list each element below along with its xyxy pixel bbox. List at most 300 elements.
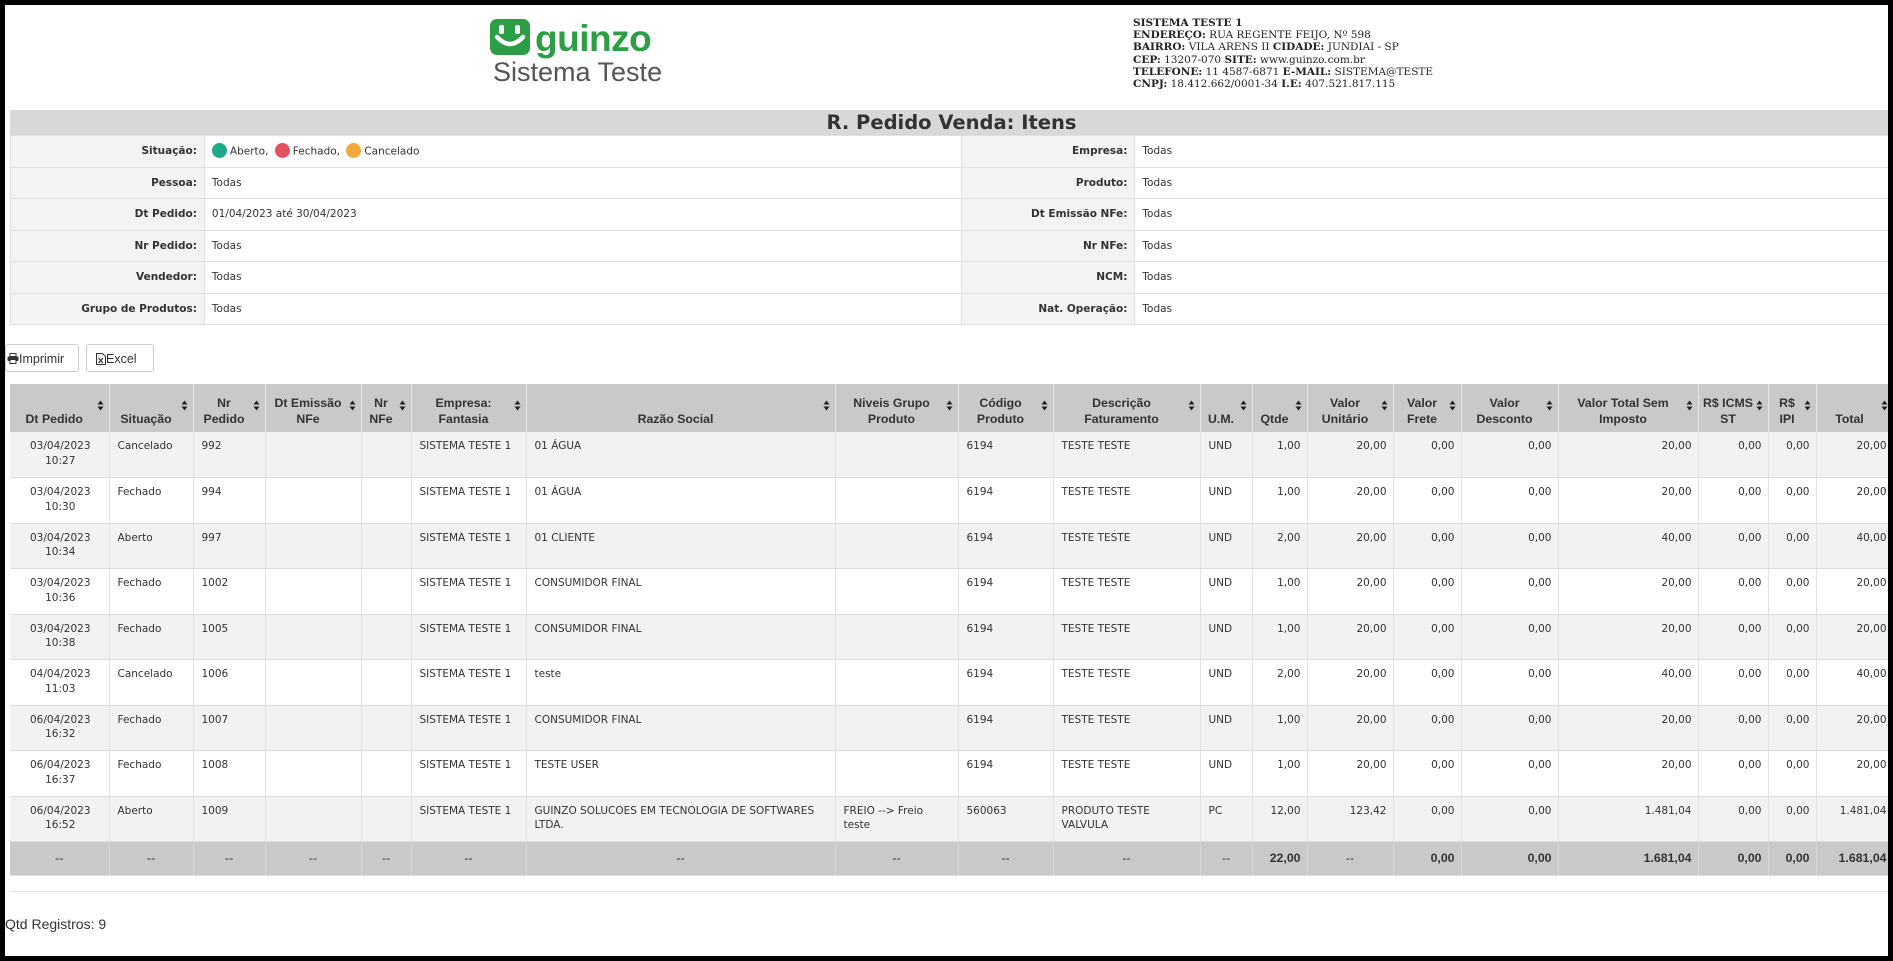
cell-icms-st: 0,00	[1698, 432, 1768, 478]
record-count: Qtd Registros: 9	[5, 916, 107, 932]
cell-nr-nfe	[361, 523, 411, 569]
cell-situacao: Fechado	[109, 751, 193, 797]
sort-icon[interactable]	[1295, 399, 1302, 412]
column-header-label: NFe	[296, 412, 320, 426]
status-aberto-label: Aberto,	[229, 145, 269, 158]
sort-icon[interactable]	[823, 399, 830, 412]
column-header-label: Código	[979, 396, 1022, 410]
status-dot-cancelado	[346, 143, 361, 158]
column-header-label: Produto	[867, 412, 916, 426]
cell-empresa-fantasia: SISTEMA TESTE 1	[411, 705, 526, 751]
cell-ipi: 0,00	[1768, 796, 1816, 842]
cell-codigo-produto: 6194	[958, 660, 1053, 706]
column-header-label: Valor	[1489, 396, 1520, 410]
cell-codigo-produto: 6194	[958, 569, 1053, 615]
column-header-label: IPI	[1779, 412, 1795, 426]
cell-nr-nfe	[361, 478, 411, 524]
cell-qtde: 2,00	[1252, 523, 1307, 569]
cell-codigo-produto: 560063	[958, 796, 1053, 842]
column-header-label: Pedido	[203, 412, 245, 426]
cell-valor-total-sem-imposto: 20,00	[1558, 751, 1698, 797]
column-header-label: Nr	[217, 396, 231, 410]
sort-icon[interactable]	[349, 399, 356, 412]
cell-valor-total-sem-imposto: 20,00	[1558, 432, 1698, 478]
sort-icon[interactable]	[253, 399, 260, 412]
column-header-label: Razão Social	[637, 412, 714, 426]
cell-total: 40,00	[1816, 523, 1893, 569]
logo-brand: guinzo	[535, 18, 652, 59]
cell-um: UND	[1200, 569, 1252, 615]
cell-codigo-produto: 6194	[958, 523, 1053, 569]
filter-nr-nfe-label: Nr NFe:	[961, 230, 1135, 262]
total-codigo-produto: --	[958, 842, 1053, 876]
cell-codigo-produto: 6194	[958, 432, 1053, 478]
cell-valor-unitario: 20,00	[1307, 432, 1393, 478]
cell-valor-total-sem-imposto: 40,00	[1558, 660, 1698, 706]
filter-vendedor-label: Vendedor:	[11, 262, 205, 294]
cell-icms-st: 0,00	[1698, 751, 1768, 797]
column-header-valor-frete[interactable]	[1393, 384, 1461, 432]
cell-valor-total-sem-imposto: 1.481,04	[1558, 796, 1698, 842]
filters-table	[10, 135, 1893, 325]
cell-niveis-grupo-produto	[835, 569, 958, 615]
cell-valor-total-sem-imposto: 20,00	[1558, 705, 1698, 751]
cell-nr-pedido: 1006	[193, 660, 265, 706]
cell-valor-frete: 0,00	[1393, 569, 1461, 615]
column-header-label: R$ ICMS	[1703, 396, 1753, 410]
cell-valor-frete: 0,00	[1393, 660, 1461, 706]
cell-ipi: 0,00	[1768, 660, 1816, 706]
filter-situacao-label: Situação:	[11, 136, 205, 168]
column-header-nr-nfe[interactable]	[361, 384, 411, 432]
cell-empresa-fantasia: SISTEMA TESTE 1	[411, 751, 526, 797]
cell-qtde: 12,00	[1252, 796, 1307, 842]
cell-nr-pedido: 1008	[193, 751, 265, 797]
column-header-label: Situação	[120, 412, 172, 426]
status-dot-fechado	[275, 143, 290, 158]
cell-um: UND	[1200, 478, 1252, 524]
cell-total: 20,00	[1816, 705, 1893, 751]
cell-ipi: 0,00	[1768, 751, 1816, 797]
smile-logo-icon	[489, 18, 531, 56]
column-header-label: R$	[1779, 396, 1795, 410]
cell-valor-desconto: 0,00	[1461, 614, 1558, 660]
column-header-total[interactable]	[1816, 384, 1893, 432]
cell-dt-emissao-nfe	[265, 523, 361, 569]
cell-um: PC	[1200, 796, 1252, 842]
table-row	[10, 614, 1893, 660]
filter-nr-nfe-value: Todas	[1135, 230, 1893, 262]
filter-vendedor-value: Todas	[204, 262, 961, 294]
cell-dt-pedido: 03/04/2023 10:34	[10, 523, 109, 569]
company-bairro: VILA ARENS II	[1188, 41, 1270, 54]
cell-icms-st: 0,00	[1698, 660, 1768, 706]
sort-icon[interactable]	[1240, 399, 1247, 412]
cell-nr-nfe	[361, 569, 411, 615]
filter-pessoa-label: Pessoa:	[11, 167, 205, 199]
cell-ipi: 0,00	[1768, 705, 1816, 751]
cell-icms-st: 0,00	[1698, 569, 1768, 615]
cell-valor-frete: 0,00	[1393, 796, 1461, 842]
column-header-label: Total	[1835, 412, 1864, 426]
cell-niveis-grupo-produto	[835, 751, 958, 797]
table-row	[10, 796, 1893, 842]
cell-nr-pedido: 997	[193, 523, 265, 569]
cell-razao-social: teste	[526, 660, 835, 706]
excel-button-label: Excel	[106, 352, 137, 366]
cell-valor-unitario: 20,00	[1307, 614, 1393, 660]
table-header-row	[10, 384, 1893, 432]
table-row	[10, 569, 1893, 615]
company-address: RUA REGENTE FEIJO, Nº 598	[1209, 29, 1371, 42]
cell-razao-social: GUINZO SOLUCOES EM TECNOLOGIA DE SOFTWARES LTDA.	[526, 796, 835, 842]
column-header-label: Produto	[976, 412, 1025, 426]
site-label: SITE:	[1224, 53, 1257, 66]
cell-niveis-grupo-produto	[835, 523, 958, 569]
table-body	[10, 432, 1893, 842]
column-header-codigo-produto[interactable]	[958, 384, 1053, 432]
cell-um: UND	[1200, 751, 1252, 797]
sort-icon[interactable]	[1546, 399, 1553, 412]
filter-situacao-value	[204, 136, 961, 168]
cell-valor-desconto: 0,00	[1461, 523, 1558, 569]
cell-situacao: Fechado	[109, 614, 193, 660]
cell-nr-pedido: 1002	[193, 569, 265, 615]
cell-niveis-grupo-produto: FREIO --> Freio teste	[835, 796, 958, 842]
column-header-ipi[interactable]	[1768, 384, 1816, 432]
cell-valor-desconto: 0,00	[1461, 705, 1558, 751]
divider	[10, 891, 1893, 892]
column-header-icms-st[interactable]	[1698, 384, 1768, 432]
cell-total: 20,00	[1816, 478, 1893, 524]
filter-pessoa-value: Todas	[204, 167, 961, 199]
excel-button[interactable]	[86, 344, 154, 372]
column-header-label: Niveis Grupo	[853, 396, 930, 410]
column-header-um[interactable]	[1200, 384, 1252, 432]
cell-valor-total-sem-imposto: 20,00	[1558, 569, 1698, 615]
cell-dt-emissao-nfe	[265, 614, 361, 660]
column-header-valor-total-sem-imposto[interactable]	[1558, 384, 1698, 432]
cell-razao-social: CONSUMIDOR FINAL	[526, 614, 835, 660]
cell-dt-pedido: 03/04/2023 10:30	[10, 478, 109, 524]
email-label: E-MAIL:	[1282, 65, 1332, 78]
column-header-label: Valor	[1329, 396, 1361, 410]
telefone-label: TELEFONE:	[1133, 65, 1203, 78]
total-nr-pedido: --	[193, 842, 265, 876]
cell-nr-nfe	[361, 614, 411, 660]
filter-dt-pedido-label: Dt Pedido:	[11, 199, 205, 231]
column-header-dt-pedido[interactable]	[10, 384, 109, 432]
cell-nr-pedido: 1007	[193, 705, 265, 751]
cell-situacao: Cancelado	[109, 660, 193, 706]
cell-total: 20,00	[1816, 569, 1893, 615]
status-fechado-label: Fechado,	[292, 145, 340, 158]
cell-empresa-fantasia: SISTEMA TESTE 1	[411, 523, 526, 569]
filter-nat-op-label: Nat. Operação:	[961, 293, 1135, 325]
cell-descricao-faturamento: TESTE TESTE	[1053, 569, 1200, 615]
cep-label: CEP:	[1133, 53, 1161, 66]
total-situacao: --	[109, 842, 193, 876]
sort-icon[interactable]	[97, 399, 104, 412]
company-email: SISTEMA@TESTE	[1334, 65, 1434, 78]
cell-valor-desconto: 0,00	[1461, 569, 1558, 615]
totals-row	[10, 842, 1893, 876]
column-header-label: Faturamento	[1084, 412, 1159, 426]
cell-ipi: 0,00	[1768, 432, 1816, 478]
cell-dt-pedido: 03/04/2023 10:38	[10, 614, 109, 660]
filter-empresa-label: Empresa:	[961, 136, 1135, 168]
cell-dt-pedido: 06/04/2023 16:37	[10, 751, 109, 797]
column-header-label: Desconto	[1476, 412, 1533, 426]
column-header-label: Valor	[1406, 396, 1438, 410]
cell-valor-unitario: 20,00	[1307, 660, 1393, 706]
total-valor-unitario: --	[1307, 842, 1393, 876]
table-row	[10, 432, 1893, 478]
printer-icon	[7, 353, 19, 364]
column-header-label: Frete	[1406, 412, 1438, 426]
cell-descricao-faturamento: TESTE TESTE	[1053, 614, 1200, 660]
cell-razao-social: CONSUMIDOR FINAL	[526, 569, 835, 615]
cell-descricao-faturamento: PRODUTO TESTE VALVULA	[1053, 796, 1200, 842]
total-dt-pedido: --	[10, 842, 109, 876]
cell-dt-pedido: 03/04/2023 10:36	[10, 569, 109, 615]
cell-um: UND	[1200, 523, 1252, 569]
company-cep: 13207-070	[1164, 53, 1222, 66]
cell-dt-emissao-nfe	[265, 432, 361, 478]
column-header-label: Imposto	[1599, 412, 1647, 426]
report-title: R. Pedido Venda: Itens	[10, 110, 1893, 135]
cell-nr-nfe	[361, 796, 411, 842]
sort-icon[interactable]	[514, 399, 521, 412]
sort-icon[interactable]	[1686, 399, 1693, 412]
cell-valor-frete: 0,00	[1393, 614, 1461, 660]
cell-ipi: 0,00	[1768, 569, 1816, 615]
sort-icon[interactable]	[181, 399, 188, 412]
cell-total: 20,00	[1816, 614, 1893, 660]
cell-dt-emissao-nfe	[265, 569, 361, 615]
cell-descricao-faturamento: TESTE TESTE	[1053, 660, 1200, 706]
total-descricao-faturamento: --	[1053, 842, 1200, 876]
cell-valor-desconto: 0,00	[1461, 432, 1558, 478]
column-header-situacao[interactable]	[109, 384, 193, 432]
total-valor-frete: 0,00	[1393, 842, 1461, 876]
cell-empresa-fantasia: SISTEMA TESTE 1	[411, 660, 526, 706]
cell-razao-social: 01 ÁGUA	[526, 432, 835, 478]
file-excel-icon	[96, 353, 106, 365]
column-header-label: U.M.	[1208, 412, 1234, 426]
cell-qtde: 1,00	[1252, 432, 1307, 478]
column-header-valor-desconto[interactable]	[1461, 384, 1558, 432]
total-um: --	[1200, 842, 1252, 876]
company-info	[1133, 17, 1433, 90]
cell-valor-frete: 0,00	[1393, 523, 1461, 569]
cell-nr-pedido: 994	[193, 478, 265, 524]
cell-valor-total-sem-imposto: 20,00	[1558, 614, 1698, 660]
cell-ipi: 0,00	[1768, 614, 1816, 660]
cell-empresa-fantasia: SISTEMA TESTE 1	[411, 569, 526, 615]
column-header-label: Fantasia	[438, 412, 489, 426]
filter-dt-emissao-value: Todas	[1135, 199, 1893, 231]
cell-dt-emissao-nfe	[265, 660, 361, 706]
cell-dt-emissao-nfe	[265, 751, 361, 797]
cell-niveis-grupo-produto	[835, 705, 958, 751]
cell-descricao-faturamento: TESTE TESTE	[1053, 523, 1200, 569]
column-header-label: Valor Total Sem	[1577, 396, 1669, 410]
column-header-dt-emissao-nfe[interactable]	[265, 384, 361, 432]
total-empresa-fantasia: --	[411, 842, 526, 876]
total-total: 1.681,04	[1816, 842, 1893, 876]
cell-codigo-produto: 6194	[958, 751, 1053, 797]
cell-qtde: 1,00	[1252, 478, 1307, 524]
cell-empresa-fantasia: SISTEMA TESTE 1	[411, 796, 526, 842]
cell-situacao: Fechado	[109, 705, 193, 751]
orders-table	[10, 384, 1893, 876]
filter-ncm-value: Todas	[1135, 262, 1893, 294]
cell-valor-frete: 0,00	[1393, 705, 1461, 751]
cell-niveis-grupo-produto	[835, 614, 958, 660]
cell-situacao: Fechado	[109, 569, 193, 615]
table-row	[10, 751, 1893, 797]
cell-valor-unitario: 20,00	[1307, 478, 1393, 524]
column-header-descricao-faturamento[interactable]	[1053, 384, 1200, 432]
cell-dt-pedido: 04/04/2023 11:03	[10, 660, 109, 706]
cell-valor-total-sem-imposto: 20,00	[1558, 478, 1698, 524]
cell-total: 1.481,04	[1816, 796, 1893, 842]
total-ipi: 0,00	[1768, 842, 1816, 876]
cell-valor-unitario: 123,42	[1307, 796, 1393, 842]
cell-qtde: 1,00	[1252, 705, 1307, 751]
column-header-nr-pedido[interactable]	[193, 384, 265, 432]
cell-descricao-faturamento: TESTE TESTE	[1053, 478, 1200, 524]
total-dt-emissao-nfe: --	[265, 842, 361, 876]
cell-um: UND	[1200, 432, 1252, 478]
bairro-label: BAIRRO:	[1133, 41, 1186, 54]
cell-situacao: Fechado	[109, 478, 193, 524]
cidade-label: CIDADE:	[1272, 41, 1325, 54]
cell-descricao-faturamento: TESTE TESTE	[1053, 705, 1200, 751]
cell-dt-emissao-nfe	[265, 478, 361, 524]
cell-total: 20,00	[1816, 432, 1893, 478]
sort-icon[interactable]	[399, 399, 406, 412]
total-niveis-grupo-produto: --	[835, 842, 958, 876]
sort-icon[interactable]	[1381, 399, 1388, 412]
column-header-label: NFe	[369, 412, 393, 426]
company-ie: 407.521.817.115	[1305, 78, 1396, 91]
filter-dt-emissao-label: Dt Emissão NFe:	[961, 199, 1135, 231]
sort-icon[interactable]	[1804, 399, 1811, 412]
cell-valor-desconto: 0,00	[1461, 796, 1558, 842]
filter-grupo-label: Grupo de Produtos:	[11, 293, 205, 325]
column-header-empresa-fantasia[interactable]	[411, 384, 526, 432]
cell-codigo-produto: 6194	[958, 705, 1053, 751]
filter-dt-pedido-value: 01/04/2023 até 30/04/2023	[204, 199, 961, 231]
total-valor-desconto: 0,00	[1461, 842, 1558, 876]
filter-nr-pedido-label: Nr Pedido:	[11, 230, 205, 262]
cell-razao-social: TESTE USER	[526, 751, 835, 797]
cell-qtde: 1,00	[1252, 751, 1307, 797]
cell-situacao: Aberto	[109, 796, 193, 842]
cell-ipi: 0,00	[1768, 478, 1816, 524]
cell-um: UND	[1200, 660, 1252, 706]
total-qtde: 22,00	[1252, 842, 1307, 876]
filter-produto-label: Produto:	[961, 167, 1135, 199]
cell-icms-st: 0,00	[1698, 705, 1768, 751]
logo-subtitle: Sistema Teste	[493, 57, 663, 87]
sort-icon[interactable]	[1449, 399, 1456, 412]
cell-razao-social: CONSUMIDOR FINAL	[526, 705, 835, 751]
cell-empresa-fantasia: SISTEMA TESTE 1	[411, 614, 526, 660]
cell-icms-st: 0,00	[1698, 614, 1768, 660]
column-header-qtde[interactable]	[1252, 384, 1307, 432]
cell-icms-st: 0,00	[1698, 796, 1768, 842]
status-dot-aberto	[212, 143, 227, 158]
cell-empresa-fantasia: SISTEMA TESTE 1	[411, 432, 526, 478]
cell-valor-frete: 0,00	[1393, 432, 1461, 478]
cell-qtde: 2,00	[1252, 660, 1307, 706]
cell-empresa-fantasia: SISTEMA TESTE 1	[411, 478, 526, 524]
cell-valor-desconto: 0,00	[1461, 751, 1558, 797]
cell-qtde: 1,00	[1252, 614, 1307, 660]
column-header-valor-unitario[interactable]	[1307, 384, 1393, 432]
filter-empresa-value: Todas	[1135, 136, 1893, 168]
print-button[interactable]	[5, 344, 79, 372]
cell-razao-social: 01 CLIENTE	[526, 523, 835, 569]
cell-niveis-grupo-produto	[835, 660, 958, 706]
cell-descricao-faturamento: TESTE TESTE	[1053, 432, 1200, 478]
sort-icon[interactable]	[1041, 399, 1048, 412]
sort-icon[interactable]	[1756, 399, 1763, 412]
filter-nr-pedido-value: Todas	[204, 230, 961, 262]
column-header-niveis-grupo-produto[interactable]	[835, 384, 958, 432]
column-header-label: Nr	[374, 396, 388, 410]
filter-produto-value: Todas	[1135, 167, 1893, 199]
sort-icon[interactable]	[1188, 399, 1195, 412]
column-header-label: Descrição	[1092, 396, 1151, 410]
cell-niveis-grupo-produto	[835, 432, 958, 478]
column-header-label: Dt Pedido	[25, 412, 83, 426]
endereco-label: ENDEREÇO:	[1133, 29, 1206, 42]
cell-nr-pedido: 1005	[193, 614, 265, 660]
filter-grupo-value: Todas	[204, 293, 961, 325]
cell-codigo-produto: 6194	[958, 614, 1053, 660]
total-razao-social: --	[526, 842, 835, 876]
company-name: SISTEMA TESTE 1	[1133, 17, 1243, 29]
column-header-label: Qtde	[1260, 412, 1289, 426]
company-cidade: JUNDIAI - SP	[1327, 41, 1399, 54]
cell-nr-pedido: 992	[193, 432, 265, 478]
cell-nr-nfe	[361, 432, 411, 478]
total-valor-total-sem-imposto: 1.681,04	[1558, 842, 1698, 876]
cell-um: UND	[1200, 614, 1252, 660]
sort-icon[interactable]	[946, 399, 953, 412]
cell-valor-unitario: 20,00	[1307, 569, 1393, 615]
column-header-razao-social[interactable]	[526, 384, 835, 432]
cell-nr-nfe	[361, 660, 411, 706]
company-site: www.guinzo.com.br	[1259, 53, 1365, 66]
cell-valor-frete: 0,00	[1393, 751, 1461, 797]
filter-nat-op-value: Todas	[1135, 293, 1893, 325]
column-header-label: ST	[1720, 412, 1736, 426]
sort-icon[interactable]	[1881, 399, 1888, 412]
cell-nr-nfe	[361, 705, 411, 751]
status-cancelado-label: Cancelado	[364, 145, 420, 158]
cell-valor-unitario: 20,00	[1307, 751, 1393, 797]
table-row	[10, 523, 1893, 569]
company-phone: 11 4587-6871	[1205, 65, 1280, 78]
cell-valor-desconto: 0,00	[1461, 478, 1558, 524]
column-header-label: Unitário	[1321, 412, 1369, 426]
cell-dt-emissao-nfe	[265, 796, 361, 842]
